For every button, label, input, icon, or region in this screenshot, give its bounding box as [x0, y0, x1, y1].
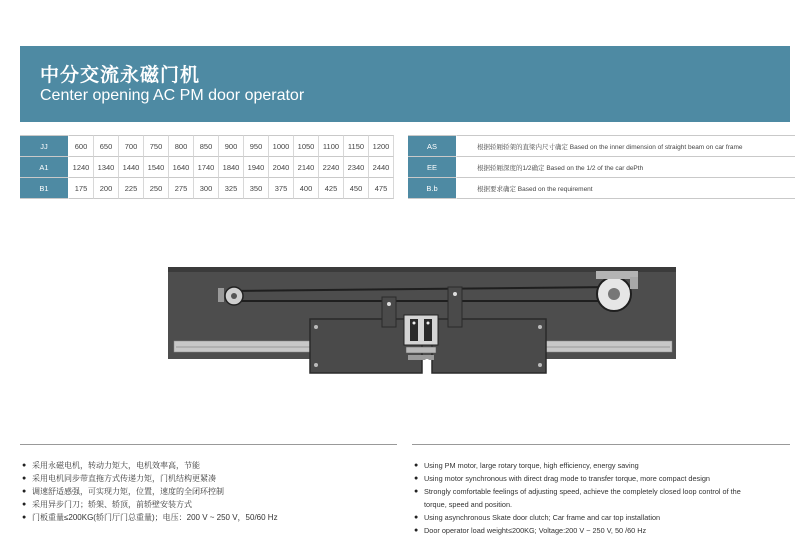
feature-item-en: ● Using asynchronous Skate door clutch; Car frame and car top installation — [414, 511, 741, 524]
spec-value-cell: 1340 — [94, 157, 119, 178]
spec-value-cell: 1200 — [369, 135, 394, 157]
spec-code-label: AS — [408, 135, 457, 157]
spec-value-cell: 325 — [219, 178, 244, 199]
title-chinese: 中分交流永磁门机 — [40, 65, 201, 86]
feature-item-en: ● Using PM motor, large rotary torque, high efficiency, energy saving — [414, 459, 741, 472]
spec-value-cell: 700 — [119, 135, 144, 157]
spec-value-cell: 300 — [194, 178, 219, 199]
spec-value-cell: 225 — [119, 178, 144, 199]
spec-value-cell: 450 — [344, 178, 369, 199]
spec-value-cell: 650 — [94, 135, 119, 157]
spec-code-label: EE — [408, 157, 457, 178]
title-english: Center opening AC PM door operator — [40, 87, 305, 104]
spec-value-cell: 1050 — [294, 135, 319, 157]
feature-item-cn: ● 采用电机同步带直拖方式传递力矩，门机结构更紧凑 — [22, 472, 278, 485]
spec-value-cell: 2340 — [344, 157, 369, 178]
feature-item-cn: ● 采用异步门刀；轿架、轿顶，前轿壁安装方式 — [22, 498, 278, 511]
feature-item-en: ● Door operator load weight≤200KG; Voltage:200 V ~ 250 V, 50 /60 Hz — [414, 524, 741, 537]
features-chinese — [22, 459, 278, 524]
spec-value-cell: 600 — [69, 135, 94, 157]
feature-item-cn: ● 门板重量≤200KG(轿门厅门总重量)；电压：200 V ~ 250 V，50/60 Hz — [22, 511, 278, 524]
spec-value-cell: 1240 — [69, 157, 94, 178]
feature-item-en: ● Strongly comfortable feelings of adjusting speed, achieve the completely closed loop control of the — [414, 485, 741, 498]
feature-item-en: ● Using motor synchronous with direct drag mode to transfer torque, more compact design — [414, 472, 741, 485]
spec-value-cell: 175 — [69, 178, 94, 199]
spec-row — [20, 135, 795, 157]
spec-row-label: JJ — [20, 135, 69, 157]
spec-value-cell: 1840 — [219, 157, 244, 178]
spec-gap — [394, 178, 408, 199]
spec-value-cell: 350 — [244, 178, 269, 199]
spec-value-cell: 1150 — [344, 135, 369, 157]
spec-row-label: A1 — [20, 157, 69, 178]
spec-value-cell: 1740 — [194, 157, 219, 178]
spec-row-label: B1 — [20, 178, 69, 199]
spec-value-cell: 1640 — [169, 157, 194, 178]
feature-item-cn: ● 调速舒适感强，可实现力矩，位置，速度的全闭环控制 — [22, 485, 278, 498]
spec-description: 根据轿厢深度的1/2确定 Based on the 1/2 of the car dePth — [457, 157, 795, 178]
spec-value-cell: 1440 — [119, 157, 144, 178]
spec-value-cell: 750 — [144, 135, 169, 157]
spec-value-cell: 900 — [219, 135, 244, 157]
spec-value-cell: 400 — [294, 178, 319, 199]
spec-description: 根据要求确定 Based on the requirement — [457, 178, 795, 199]
spec-row — [20, 178, 795, 199]
spec-value-cell: 1000 — [269, 135, 294, 157]
door-clutch — [404, 315, 438, 360]
spec-gap — [394, 157, 408, 178]
spec-value-cell: 250 — [144, 178, 169, 199]
spec-value-cell: 2240 — [319, 157, 344, 178]
spec-value-cell: 425 — [319, 178, 344, 199]
spec-value-cell: 1100 — [319, 135, 344, 157]
spec-value-cell: 800 — [169, 135, 194, 157]
feature-item-cn: ● 采用永磁电机，转动力矩大，电机效率高，节能 — [22, 459, 278, 472]
spec-value-cell: 850 — [194, 135, 219, 157]
divider-right — [412, 444, 790, 445]
spec-code-label: B.b — [408, 178, 457, 199]
spec-value-cell: 2440 — [369, 157, 394, 178]
spec-value-cell: 475 — [369, 178, 394, 199]
spec-description: 根据轿厢轿架的直梁内尺寸确定 Based on the inner dimension of straight beam on car frame — [457, 135, 795, 157]
spec-value-cell: 1540 — [144, 157, 169, 178]
spec-value-cell: 275 — [169, 178, 194, 199]
spec-value-cell: 950 — [244, 135, 269, 157]
features-english — [414, 459, 741, 537]
divider-left — [20, 444, 397, 445]
spec-value-cell: 1940 — [244, 157, 269, 178]
spec-value-cell: 200 — [94, 178, 119, 199]
spec-value-cell: 2040 — [269, 157, 294, 178]
feature-item-en-continued: torque, speed and position. — [424, 500, 513, 509]
spec-table — [20, 135, 795, 199]
spec-value-cell: 375 — [269, 178, 294, 199]
title-banner — [20, 46, 790, 122]
spec-value-cell: 2140 — [294, 157, 319, 178]
spec-gap — [394, 135, 408, 157]
spec-row — [20, 157, 795, 178]
door-operator-diagram — [162, 263, 682, 375]
